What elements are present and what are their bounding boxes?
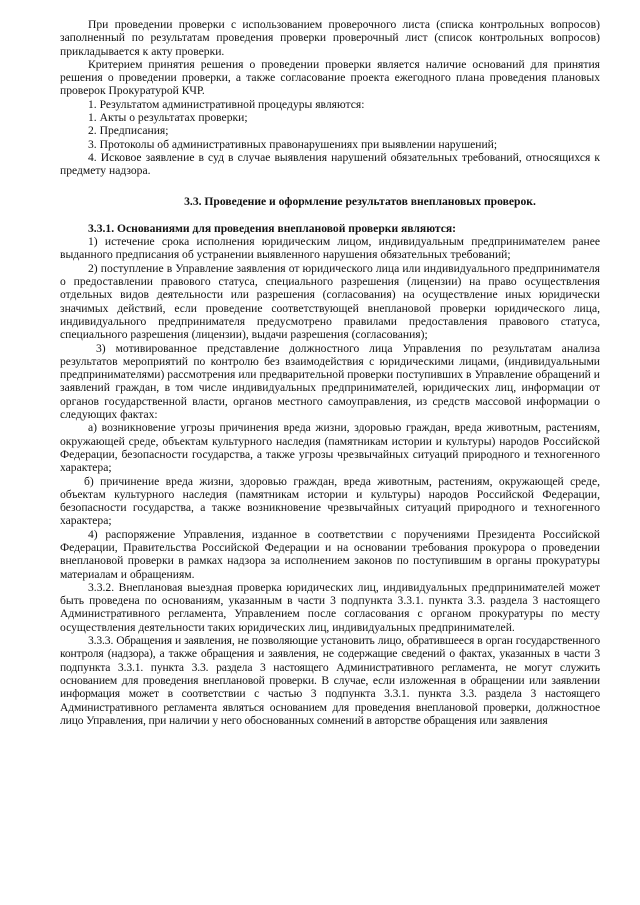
basis-item-3: 3) мотивированное представление должностного лица Управления по результатам анализа результатов мероприятий по контролю без взаимодействия с юридическими лицами, (индивидуальными предпринимателями) рассмотрения или предварительной проверки поступивших в Управление обращений и заявлений граждан, в том числе индивидуальных предпринимателей, юридических лиц, информации от органов государственной власти, органов местного самоуправления, из средств массовой информации о следующих фактах: xyxy=(60,341,600,422)
list-item-protocols: 3. Протоколы об административных правонарушениях при выявлении нарушений; xyxy=(88,137,498,151)
subsection-heading: 3.3.1. Основаниями для проведения внеплановой проверки являются: xyxy=(88,221,457,235)
document-body xyxy=(60,18,600,727)
list-item-lawsuit: 4. Исковое заявление в суд в случае выявления нарушений обязательных требований, относящихся к предмету надзора. xyxy=(60,150,600,178)
basis-item-3b: б) причинение вреда жизни, здоровью граждан, вреда животным, растениям, окружающей среде, объектам культурного наследия (памятникам истории и культуры) народов Российской Федерации, безопасности государства, а также возникновение чрезвычайных ситуаций природного и техногенного характера; xyxy=(60,474,600,528)
list-item-acts: 1. Акты о результатах проверки; xyxy=(88,111,248,125)
basis-item-2: 2) поступление в Управление заявления от юридического лица или индивидуального предпринимателя о предоставлении правового статуса, специального разрешения (лицензии) на право осуществления отдельных видов деятельности или разрешения (согласования) на осуществление иных юридически значимых действий, если проведение соответствующей внеплановой проверки юридического лица, индивидуального предпринимателя предусмотрено правилами предоставления правового статуса, специального разрешения (лицензии), выдачи разрешения (согласования); xyxy=(60,261,600,342)
paragraph-3-3-2: 3.3.2. Внеплановая выездная проверка юридических лиц, индивидуальных предпринимателей может быть проведена по основаниям, указанным в части 3 подпункта 3.3.1. пункта 3.3. раздела 3 настоящего Административного регламента, Управлением после согласования с органом прокуратуры по месту осуществления деятельности таких юридических лиц, индивидуальных предпринимателей. xyxy=(60,580,600,634)
paragraph-criterion: Критерием принятия решения о проведении проверки является наличие оснований для принятия решения о проведении проверки, а также согласование проекта ежегодного плана проведения плановых проверок Прокуратурой КЧР. xyxy=(60,57,600,98)
paragraph-3-3-3: 3.3.3. Обращения и заявления, не позволяющие установить лицо, обратившееся в орган государственного контроля (надзора), а также обращения и заявления, не содержащие сведений о фактах, указанных в части 3 подпункта 3.3.1. пункта 3.3. раздела 3 настоящего Административного регламента, не могут служить основанием для проведения внеплановой проверки. В случае, если изложенная в обращении или заявлении информация может в соответствии с частью 3 подпункта 3.3.1. пункта 3.3. раздела 3 настоящего Административного регламента являться основанием для проведения внеплановой проверки, должностное лицо Управления, при наличии у него обоснованных сомнений в авторстве обращения или заявления xyxy=(60,634,600,727)
paragraph-checklist: При проведении проверки с использованием проверочного листа (списка контрольных вопросов) заполненный по результатам проведения проверки проверочный лист (список контрольных вопросов) прикладывается к акту проверки. xyxy=(60,18,600,58)
basis-item-1: 1) истечение срока исполнения юридическим лицом, индивидуальным предпринимателем ранее выданного предписания об устранении выявленного нарушения обязательных требований; xyxy=(60,235,600,262)
basis-item-4: 4) распоряжение Управления, изданное в соответствии с поручениями Президента Российской Федерации, Правительства Российской Федерации и на основании требования прокурора о проведении внеплановой проверки в рамках надзора за исполнением законов по поступившим в органы прокуратуры материалам и обращениям. xyxy=(60,527,600,581)
basis-item-3a: а) возникновение угрозы причинения вреда жизни, здоровью граждан, вреда животным, растениям, окружающей среде, объектам культурного наследия (памятникам истории и культуры) народов Российской Федерации, безопасности государства, а также угрозы чрезвычайных ситуаций природного и техногенного характера; xyxy=(60,421,600,475)
paragraph-result-intro: 1. Результатом административной процедуры являются: xyxy=(88,97,365,111)
list-item-orders: 2. Предписания; xyxy=(88,124,169,138)
section-heading: 3.3. Проведение и оформление результатов внеплановых проверок. xyxy=(184,194,536,208)
